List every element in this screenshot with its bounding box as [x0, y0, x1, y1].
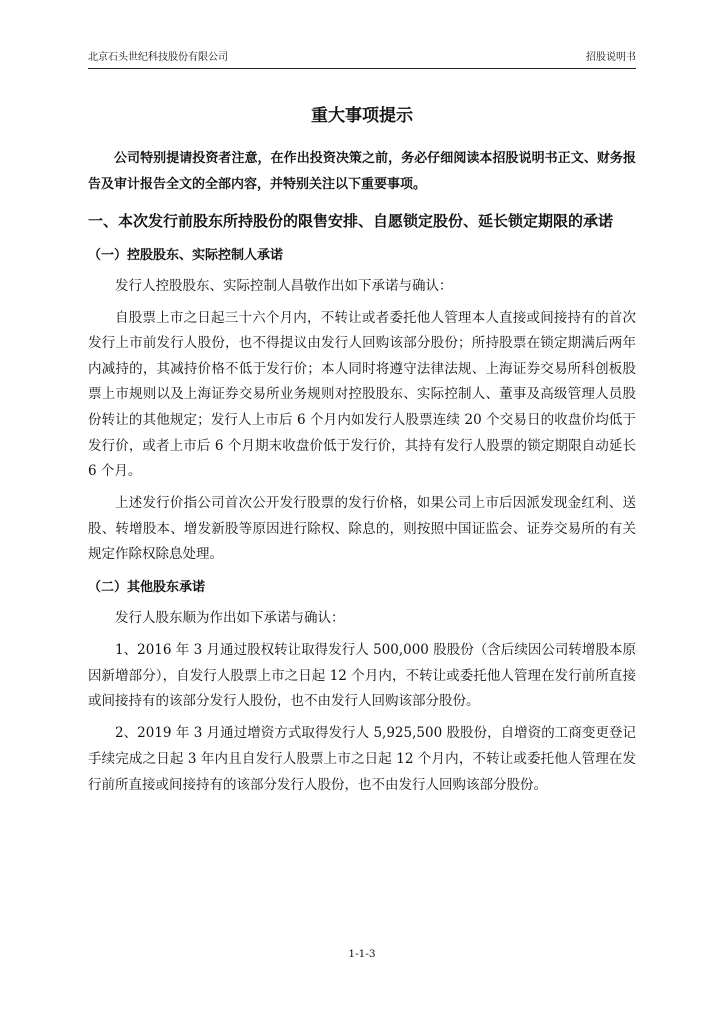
paragraph: 1、2016 年 3 月通过股权转让取得发行人 500,000 股股份（含后续因公司转增股本原因新增部分），自发行人股票上市之日起 12 个月内，不转让或委托他人管理在发行前所直接或间接持有的该部分发行人股份，也不由发行人回购该部分股份。	[88, 642, 636, 710]
intro-paragraph: 公司特别提请投资者注意，在作出投资决策之前，务必仔细阅读本招股说明书正文、财务报告及审计报告全文的全部内容，并特别关注以下重要事项。	[88, 151, 636, 192]
page-number: 1-1-3	[348, 948, 376, 960]
paragraph: 自股票上市之日起三十六个月内，不转让或者委托他人管理本人直接或间接持有的首次发行上市前发行人股份，也不得提议由发行人回购该部分股份；所持股票在锁定期满后两年内减持的，其减持价格不低于发行价；本人同时将遵守法律法规、上海证券交易所科创板股票上市规则以及上海证券交易所业务规则对控股股东、实际控制人、董事及高级管理人员股份转让的其他规定；发行人上市后 6 个月内如发行人股票连续 20 个交易日的收盘价均低于发行价，或者上市后 6 个月期末收盘价低于发行价，其持有发行人股票的锁定期限自动延长 6 个月。	[88, 309, 636, 480]
paragraph: 上述发行价指公司首次公开发行股票的发行价格，如果公司上市后因派发现金红利、送股、转增股本、增发新股等原因进行除权、除息的，则按照中国证监会、证券交易所的有关规定作除权除息处理。	[88, 495, 636, 563]
subsection-heading-other-shareholders: （二）其他股东承诺	[88, 580, 206, 596]
header-company-name: 北京石头世纪科技股份有限公司	[88, 52, 228, 63]
page-title: 重大事项提示	[311, 106, 413, 126]
page-header	[88, 50, 636, 69]
paragraph: 2、2019 年 3 月通过增资方式取得发行人 5,925,500 股股份，自增资的工商变更登记手续完成之日起 3 年内且自发行人股票上市之日起 12 个月内，不转让或委托他人管理在发行前所直接或间接持有的该部分发行人股份，也不由发行人回购该部分股份。	[88, 725, 636, 793]
subsection-heading-controlling-shareholder: （一）控股股东、实际控制人承诺	[88, 247, 284, 263]
section-heading-lockup: 一、本次发行前股东所持股份的限售安排、自愿锁定股份、延长锁定期限的承诺	[88, 211, 614, 230]
document-body	[88, 146, 636, 805]
paragraph: 发行人控股股东、实际控制人昌敬作出如下承诺与确认：	[115, 277, 453, 294]
header-document-type: 招股说明书	[586, 52, 636, 63]
paragraph: 发行人股东顺为作出如下承诺与确认：	[115, 610, 345, 627]
